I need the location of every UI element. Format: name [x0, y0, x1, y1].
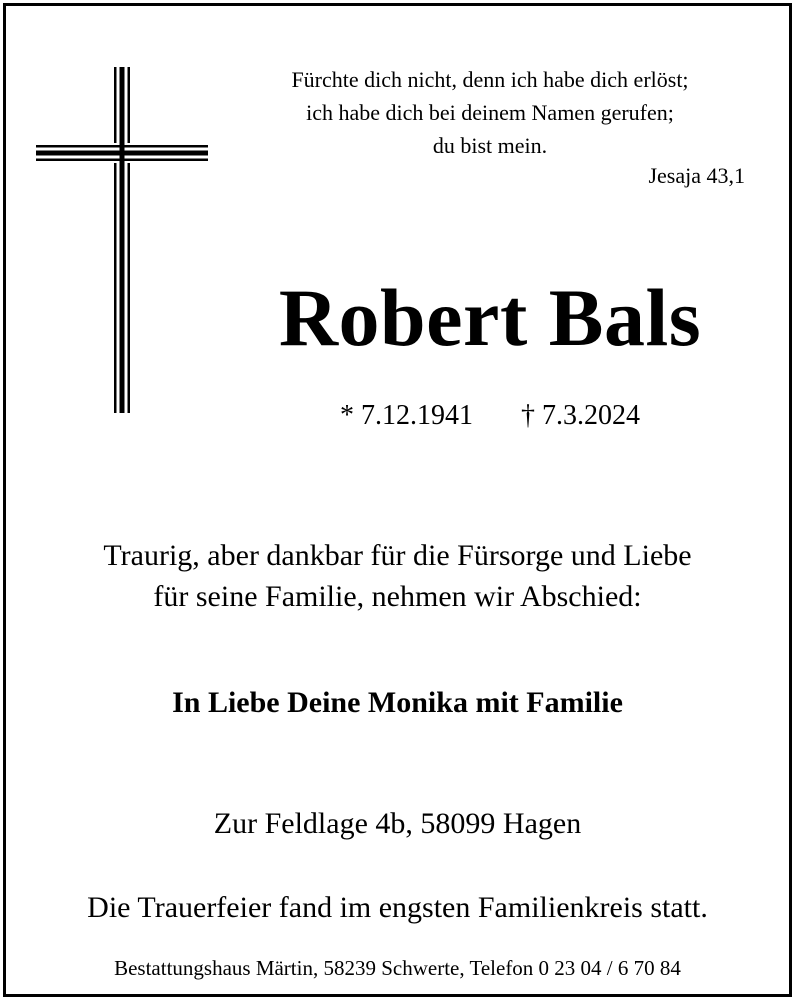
birth-date: * 7.12.1941 [340, 400, 473, 431]
message-line-2: für seine Familie, nehmen wir Abschied: [153, 580, 642, 613]
family-address: Zur Feldlage 4b, 58099 Hagen [213, 807, 582, 840]
verse-line-2: ich habe dich bei deinem Namen gerufen; [306, 100, 674, 125]
verse-line-1: Fürchte dich nicht, denn ich habe dich erlöst; [291, 67, 689, 92]
verse-line-3: du bist mein. [432, 133, 548, 158]
death-date: † 7.3.2024 [521, 400, 640, 431]
bible-verse [220, 63, 760, 162]
verse-reference: Jesaja 43,1 [648, 163, 745, 188]
deceased-name: Robert Bals [278, 272, 702, 363]
life-dates [230, 398, 750, 434]
funeral-home-footer: Bestattungshaus Märtin, 58239 Schwerte, Telefon 0 23 04 / 6 70 84 [114, 956, 681, 980]
family-signature: In Liebe Deine Monika mit Familie [172, 686, 623, 719]
cross-icon [36, 67, 208, 413]
ceremony-note: Die Trauerfeier fand im engsten Familienkreis statt. [87, 891, 708, 924]
farewell-message [0, 535, 795, 617]
message-line-1: Traurig, aber dankbar für die Fürsorge und Liebe [103, 539, 692, 572]
